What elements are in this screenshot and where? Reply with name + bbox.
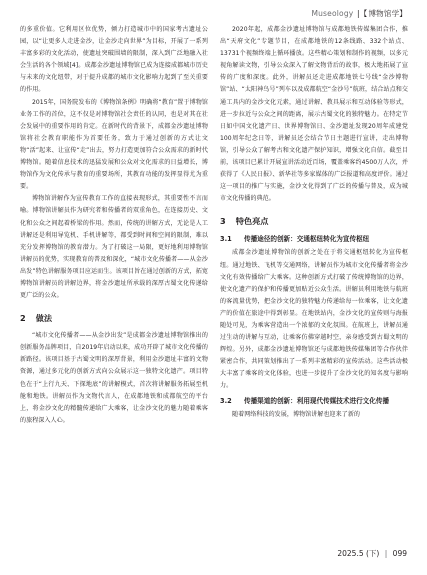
section-heading <box>220 215 408 227</box>
section-title: 做法 <box>35 313 53 324</box>
subsection-title: 传播途径的创新：交通枢纽转化为宣传枢纽 <box>244 235 370 244</box>
body-paragraph: 博物馆讲解作为宣传教育工作的直接表现形式，其重要性不言而喻。博物馆讲解员作为研究者和传播者的双重角色，在连接历史、文化和公众之间起着桥梁的作用。然而，传统的讲解方式，无论是人工讲解还是利用导览机、手机讲解等，都受到时间和空间的限制，难以充分发挥博物馆的教育潜力。为了打破这一局限，更好地利用博物馆讲解员的优势，实现教育的普及和深化，“城市文化传播者——从金沙出发”特色讲解服务项目应运而生。该项目旨在通过创新的方式，拓宽博物馆讲解员的讲解边界，将金沙遗址所承载的深厚古蜀文化传递给更广泛的公众。 <box>20 195 208 300</box>
right-column <box>220 24 408 421</box>
left-column <box>20 24 208 427</box>
section-name: 博物馆学 <box>368 9 400 18</box>
subsection-heading <box>220 233 408 245</box>
body-paragraph: 成都金沙遗址博物馆的创新之处在于将交通枢纽转化为宣传枢纽。通过地铁、飞机等交通网络，讲解员作为城市文化传播者将金沙文化有效传播给广大乘客。这种创新方式打破了传统博物馆的边界，使文化遗产的保护和传播更加贴近公众生活。讲解员利用地铁与航班的客流量优势，把金沙文化的独特魅力传递给每一位乘客，让文化遗产的价值在旅途中得到彰显。在地铁站内，金沙文化的宣传则与海报随处可见，为乘客营造出一个浓郁的文化氛围。在航班上，讲解员通过生动的讲解与互动，让乘客仿佛穿越时空，亲身感受到古蜀文明的辉煌。另外，成都金沙遗址博物馆还与成都地铁传媒集团等合作伙伴紧密合作，共同策划推出了一系列丰富精彩的宣传活动。这些活动极大丰富了乘客的文化体验，也进一步提升了金沙文化的知名度与影响力。 <box>220 249 408 390</box>
body-paragraph: 随着网络科技的发展，博物馆讲解也迎来了新的 <box>232 410 361 418</box>
subsection-number: 3.2 <box>220 396 232 405</box>
page-footer <box>337 548 407 559</box>
issue-date: 2025.5 <box>337 549 364 558</box>
section-title: 特色亮点 <box>235 216 269 227</box>
magazine-name: Museology <box>311 9 354 18</box>
section-number: 2 <box>20 313 26 324</box>
header-bracket-close: 】 <box>399 9 407 18</box>
body-paragraph: 的多重价值。它利用区位优势，倾力打造城市中的国家考古遗址公园，以“让更多人走进金沙，让金沙走向世界”为目标，开展了一系列丰富多彩的文化活动，使遗址突破围墙的限制，深入到广泛地融入社会生活的各个领域[4]。成都金沙遗址博物馆已成为连接成都城市历史与未来的文化纽带，对于提升成都的城市文化影响力起到了至关重要的作用。 <box>20 26 208 94</box>
footer-divider: | <box>384 549 388 558</box>
section-heading <box>20 312 208 324</box>
page-number: 099 <box>392 549 407 558</box>
subsection-number: 3.1 <box>220 235 232 244</box>
subsection-title: 传播渠道的创新：利用现代传媒技术进行文化传播 <box>244 396 390 405</box>
issue-suffix: (下) <box>366 549 380 558</box>
running-header <box>311 8 407 19</box>
header-bracket-open: |【 <box>357 9 368 18</box>
body-paragraph: 2015年，国务院发布的《博物馆条例》明确将“教育”置于博物馆业务工作的首位，这不仅是对博物馆社会责任的认同，也是对其在社会发展中的重要作用的肯定。在新时代的背景下，成都金沙遗址博物馆将社会教育职能作为首要任务，致力于通过创新的方式让文物“活”起来、让宣传“走”出去，努力打造更加符合公众需求的新时代博物馆。随着信息技术的迅猛发展和公众对文化需求的日益增长，博物馆作为文化传承与教育的重要场所，其教育功能的发挥显得尤为重要。 <box>20 98 208 191</box>
body-paragraph: “城市文化传播者——从金沙出发”是成都金沙遗址博物馆推出的创新服务品牌项目，自2019年启动以来，成功开辟了城市文化传播的新路径。该项目基于古蜀文明的深厚背景，利用金沙遗址丰富的文物资源，通过多元化的创新方式向公众展示这一独特文化遗产。项目特色在于“上行九天、下探地底”的讲解模式，首次将讲解服务拓展至机舱和地铁。讲解员作为文物代言人，在成都地铁和成都航空的平台上，将金沙文化的精髓传递给广大乘客，让金沙文化的魅力随着乘客的旅程深入人心。 <box>20 332 208 424</box>
body-paragraph: 2020年起，成都金沙遗址博物馆与成都地铁传媒集团合作，推出“天府文化”专题节目，在成都地铁的12条线路、332个站点、13731个视频终端上循环播放。这些精心策划和制作的视频，以多元视角解读文物，引导公众深入了解文物背后的故事，极大地拓展了宣传的广度和深度。此外，讲解员还走进成都地铁七号线“金沙博物馆”站、“太阳神鸟号”列车以及成都航空“金沙号”航班，结合站点和交通工具内的金沙文化元素，通过讲解、教具展示和互动体验等形式，进一步拉近与公众之间的距离，展示古蜀文化的独特魅力。在特定节日如中国文化遗产日、世界博物馆日、金沙遗址发现20周年成建党100周年纪念日等，讲解员还会结合节日主题进行宣讲，走出博物馆，引导公众了解考古和文化遗产保护知识，增强文化自信。截至目前，该项目已累计开展宣讲活动近百场，覆盖乘客约4500万人次，并获得了《人民日报》、新华社等多家媒体的广泛报道和高度评价。通过这一项目的推广与实施，金沙文化得到了广泛的传播与普及，成为城市文化传播的典范。 <box>220 26 408 203</box>
subsection-heading <box>220 395 408 407</box>
section-number: 3 <box>220 216 226 227</box>
